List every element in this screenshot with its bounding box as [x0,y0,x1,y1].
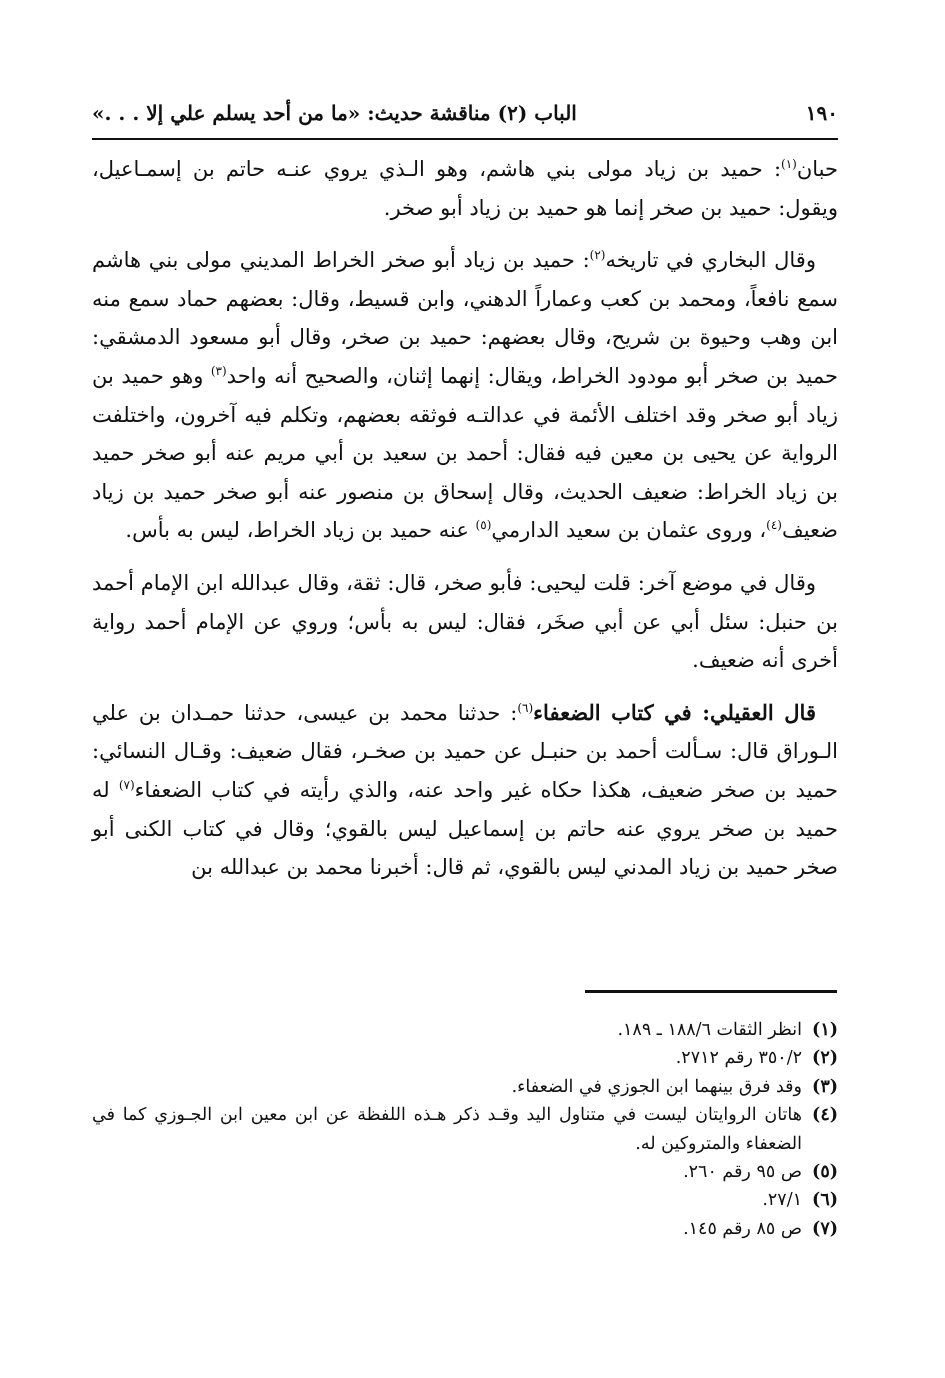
footnote-item [92,1186,838,1214]
footnote-text: ص ٩٥ رقم ٢٦٠. [683,1162,802,1183]
text-run: وقال البخاري في تاريخه [605,248,816,273]
footnote-ref: (١) [781,157,797,171]
footnote-number: (٤) [812,1105,838,1126]
footnote-ref: (٣) [210,363,227,378]
footnote-number: (٦) [812,1190,838,1211]
footnote-number: (١) [812,1020,838,1040]
text-run: عنه حميد بن زياد الخراط، ليس به بأس. [125,518,476,543]
text-run: : حميد بن زياد أبو صخر الخراط المديني مولى بني هاشم سمع نافعاً، ومحمد بن كعب وعماراً الدهني، وابن قسيط، وقال: بعضهم حماد سمع منه ابن وهب وحيوة بن شريح، وقال بعضهم: حميد بن صخر، وقال أبو مسعود الدمشقي: حميد بن صخر أبو مودود الخراط، ويقال: إنهما إثنان، والصحيح أنه واحد [92,248,838,388]
header-divider [92,138,838,140]
footnote-number: (٥) [812,1162,838,1183]
paragraph-1 [92,150,838,227]
footnote-text: ٣٥٠/٢ رقم ٢٧١٢. [675,1048,802,1069]
footnote-text: ص ٨٥ رقم ١٤٥. [683,1218,802,1239]
text-run: له حميد بن صخر يروي عنه حاتم بن إسماعيل ليس بالقوي؛ وقال في كتاب الكنى أبو صخر حميد بن زياد المدني ليس بالقوي، ثم قال: أخبرنا محمد بن عبدالله بن [92,777,838,880]
page-number: ١٩٠ [805,101,838,125]
footnote-text: وقد فرق بينهما ابن الجوزي في الضعفاء. [511,1076,802,1097]
footnote-ref: (٥) [475,518,492,533]
footnote-item [92,1073,838,1101]
footnote-ref: (٢) [589,248,606,263]
footnote-text: ٢٧/١. [762,1190,802,1211]
text-run: : حميد بن زياد مولى بني هاشم، وهو الـذي يروي عنـه حاتم بن إسمـاعيل، ويقول: حميد بن صخر إنما هو حميد بن زياد أبو صخر. [92,157,838,220]
paragraph-3 [92,564,838,680]
footnote-number: (٢) [812,1048,838,1069]
footnote-divider [585,990,837,993]
text-run: ، وروى عثمان بن سعيد الدارمي [491,518,767,543]
footnote-item [92,1158,838,1186]
running-title: الباب (٢) مناقشة حديث: «ما من أحد يسلم علي إلا . . .» [92,101,577,125]
footnote-ref: (٧) [118,777,135,792]
text-run: : حدثنا محمد بن عيسى، حدثنا حمـدان بن علي الـوراق قال: سـألت أحمد بن حنبـل عن حميد بن صخـر، فقال ضعيف: وقـال النسائي: حميد بن صخر ضعيف، هكذا حكاه غير واحد عنه، والذي رأيته في كتاب الضعفاء [92,700,838,802]
text-run: وهو حميد بن زياد أبو صخر وقد اختلف الأئمة في عدالتـه فوثقه بعضهم، وتكلم فيه آخرون، واختلفت الرواية عن يحيى بن معين فيه فقال: أحمد بن سعيد بن أبي مريم عنه أبو صخر حميد بن زياد الخراط: ضعيف الحديث، وقال إسحاق بن منصور عنه أبو صخر حميد بن زياد ضعيف [92,363,838,543]
main-text [92,150,838,901]
footnotes [92,1016,838,1243]
footnote-item [92,1215,838,1243]
footnote-text: هاتان الروايتان ليست في متناول اليد وقـد ذكر هـذه اللفظة عن ابن معين ابن الجـوزي كما في الضعفاء والمتروكين له. [92,1105,802,1154]
text-run: وقال في موضع آخر: قلت ليحيى: فأبو صخر، قال: ثقة، وقال عبدالله ابن الإمام أحمد بن حنبل: سئل أبي عن أبي صخَر، فقال: ليس به بأس؛ وروي عن الإمام أحمد رواية أخرى أنه ضعيف. [92,570,838,673]
footnote-text: انظر الثقات ١٨٨/٦ ـ ١٨٩. [617,1020,802,1040]
paragraph-4 [92,694,838,887]
footnote-item [92,1101,838,1158]
footnote-number: (٣) [812,1076,838,1097]
bold-lead: قال العقيلي: في كتاب الضعفاء [533,699,816,725]
footnote-number: (٧) [812,1218,838,1239]
paragraph-2 [92,241,838,550]
footnote-item [92,1044,838,1072]
text-run: حبان [796,157,838,181]
page-header [92,92,838,134]
footnote-ref: (٤) [766,518,782,533]
footnote-item [92,1016,838,1044]
footnote-ref: (٦) [517,700,534,715]
